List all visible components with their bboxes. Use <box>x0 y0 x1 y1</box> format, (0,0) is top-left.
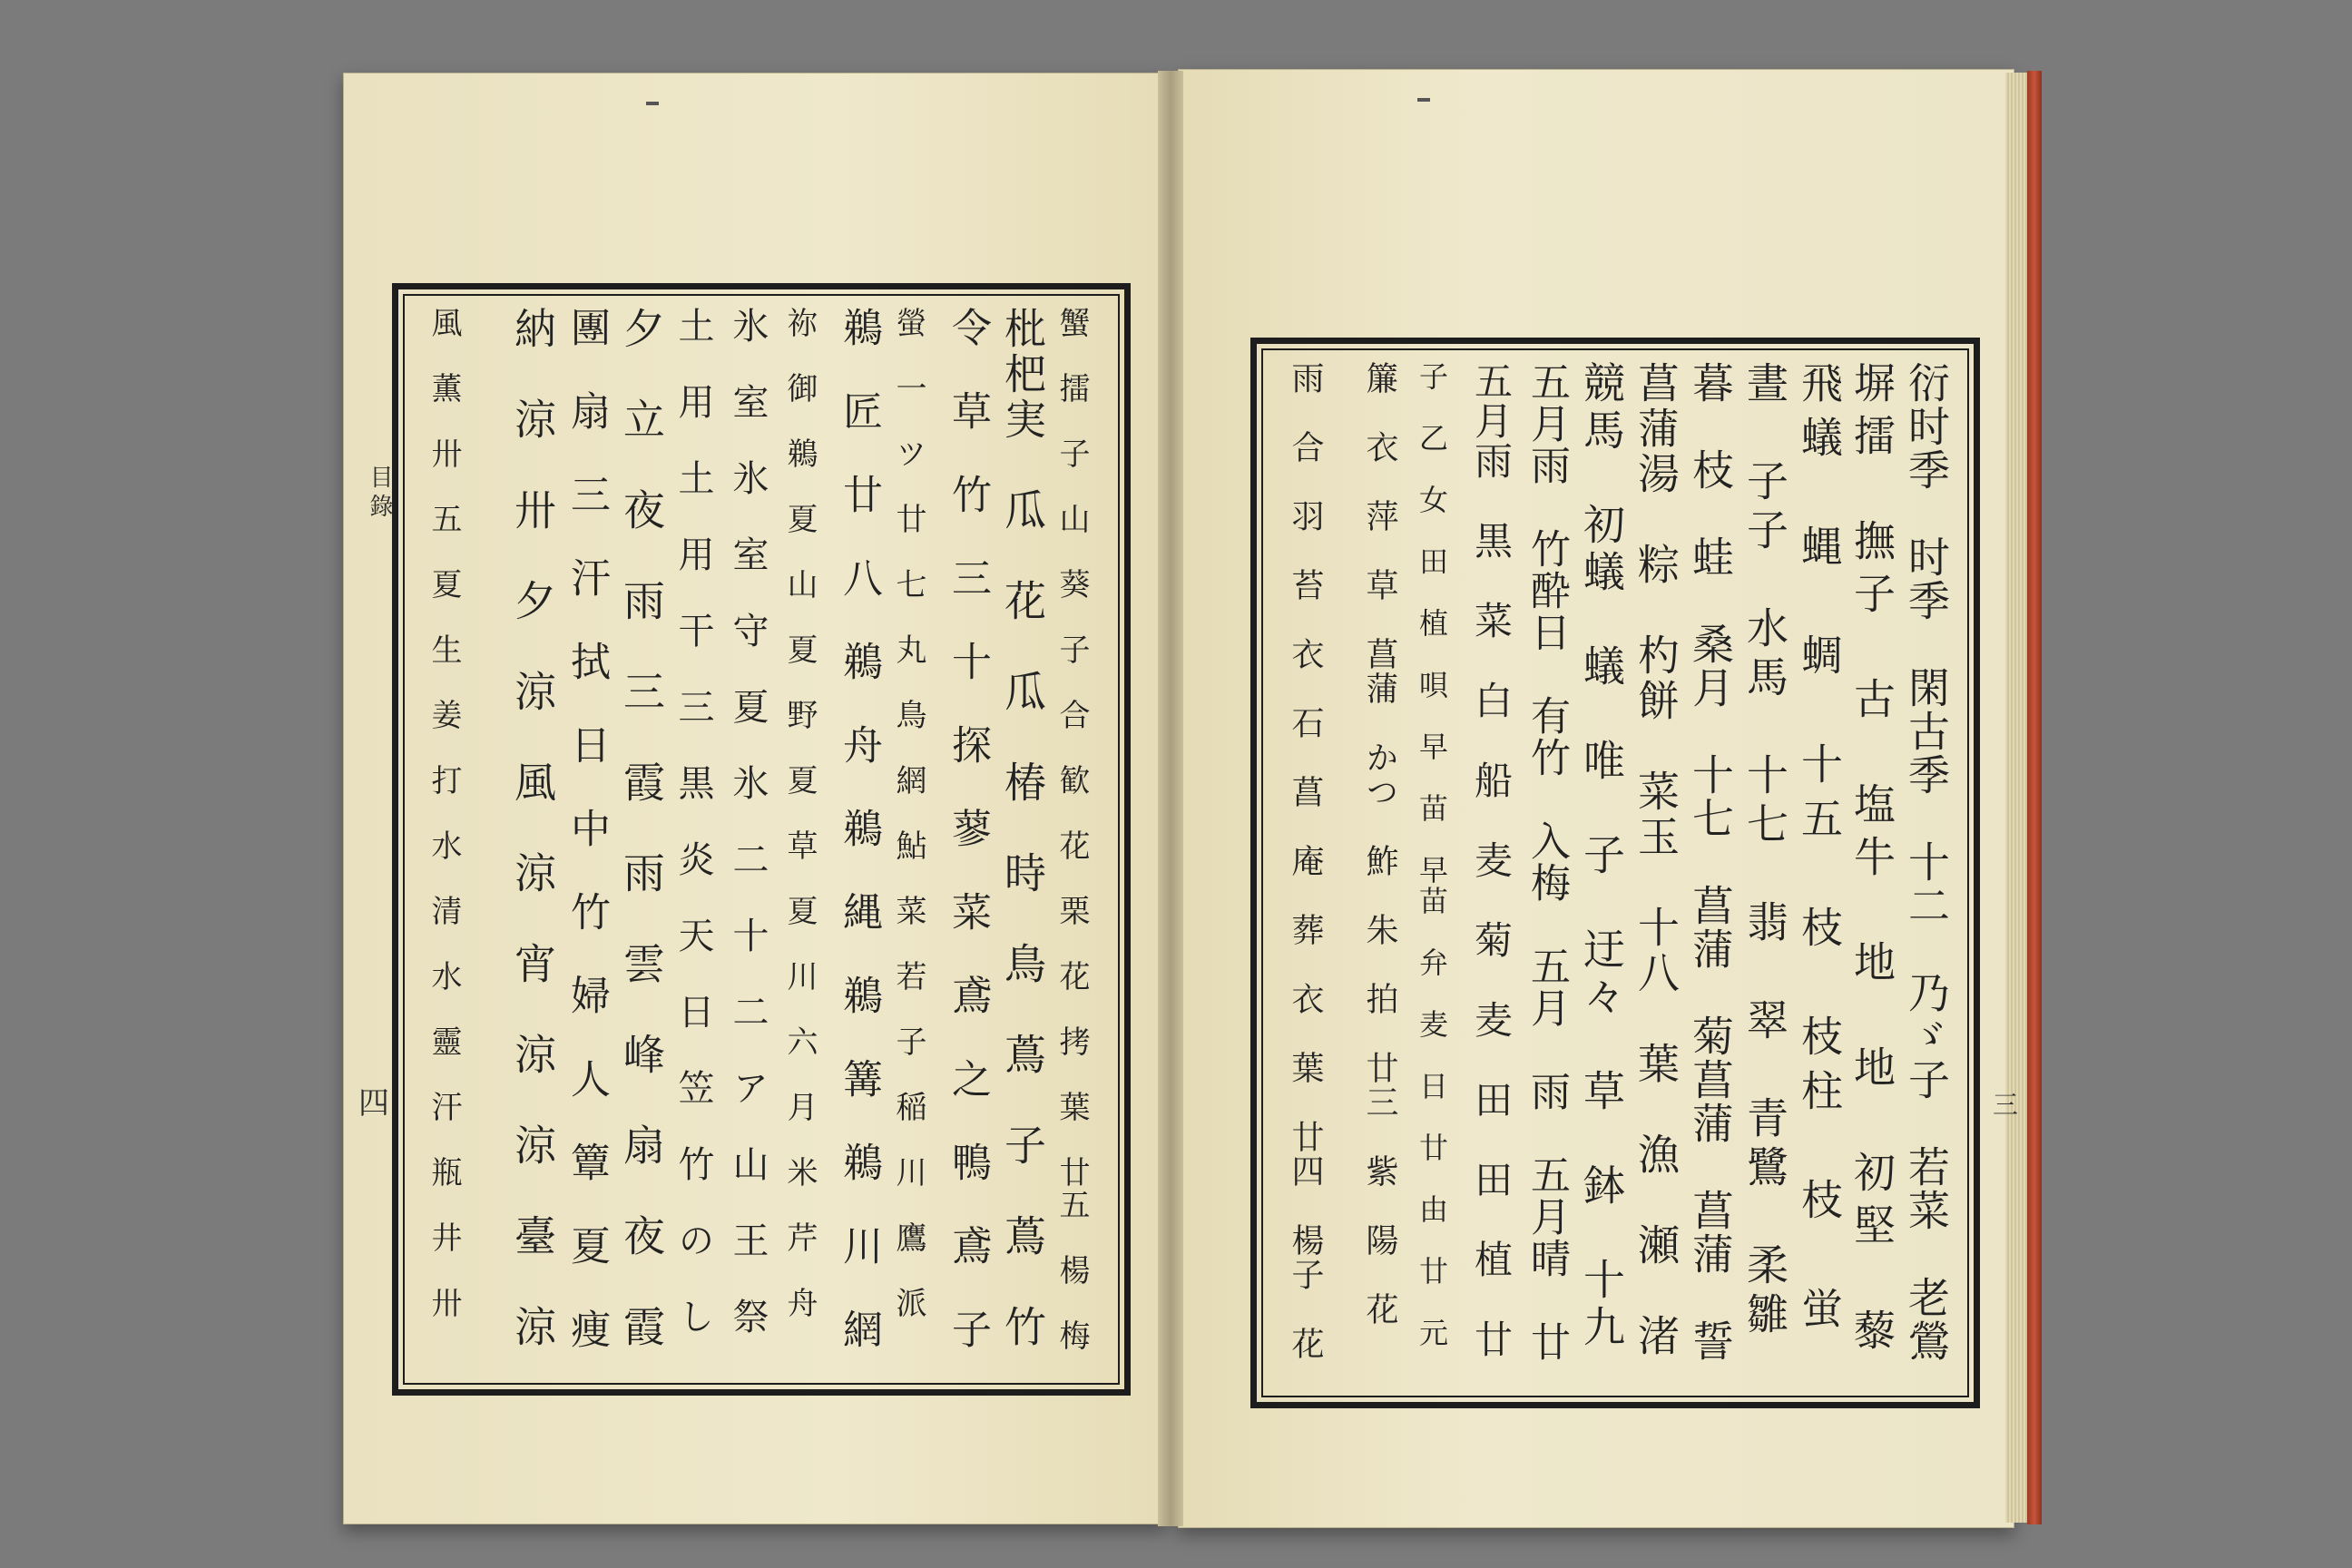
page-number-right: 三 <box>1993 1090 2019 1120</box>
toc-column: 五月雨 黒 菜 白 船 麦 菊 麦 田 田 植 廿 <box>1469 361 1514 1359</box>
book-cover-edge <box>2027 71 2042 1524</box>
toc-column: 夕 立 夜 雨 三 霞 雨 雲 峰 扇 夜 霞 <box>617 307 666 1350</box>
toc-column: 簾 衣 萍 草 菖蒲 かつ 鮓 朱 拍 廿三 紫 陽 花 <box>1361 361 1398 1327</box>
toc-column: 暮 枝 蛙 桑月 十七 菖蒲 菊菖蒲 菖蒲 誓 <box>1686 361 1735 1363</box>
toc-column: 令 草 竹 三 十 探 蓼 菜 鳶 之 鴨 鳶 子 <box>945 307 991 1350</box>
toc-column: 土 用 土 用 干 三 黒 炎 天 日 笠 竹 の し <box>672 307 714 1336</box>
toc-column: 衍时季 时季 閑古季 十二 乃ゞ子 若菜 老鶯 <box>1902 361 1951 1363</box>
toc-column: 螢 一 ツ 廿 七 丸 鳥 網 鮎 菜 若 子 稲 川 鷹 派 <box>890 307 926 1319</box>
toc-column: 晝 子子 水馬 十七 翡 翠 青鷺 柔雛 <box>1740 361 1789 1341</box>
printer-mark <box>646 102 659 105</box>
margin-title: 目錄 <box>366 465 393 523</box>
toc-column: 塀擂 撫子 古 塩牛 地 地 初堅 藜 <box>1847 361 1896 1361</box>
toc-column: 團 扇 三 汗 拭 日 中 竹 婦 人 簟 夏 痩 <box>564 307 610 1350</box>
toc-column: 氷 室 氷 室 守 夏 氷 二 十 二 ア 山 王 祭 <box>727 307 769 1336</box>
toc-column: 五月雨 竹酔日 有竹 入梅 五月 雨 五月晴 廿 <box>1524 361 1570 1363</box>
printer-mark <box>1417 98 1430 102</box>
toc-column: 鵜 匠 廿 八 鵜 舟 鵜 縄 鵜 篝 鵜 川 網 <box>836 307 882 1350</box>
book-gutter <box>1158 71 1183 1526</box>
toc-column: 風 薫 卅 五 夏 生 姜 打 水 清 水 靈 汗 瓶 井 卅 <box>426 307 462 1319</box>
toc-column: 枇杷実 瓜 花 瓜 椿 時 鳥 蔦 子 蔦 竹 <box>998 307 1047 1350</box>
toc-column: 競馬 初蟻 蟻 唯 子 迂々 草 鉢 十九 <box>1577 361 1626 1352</box>
toc-column: 納 涼 卅 夕 涼 風 涼 宵 涼 涼 臺 涼 <box>508 307 557 1350</box>
toc-column: 雨 合 羽 苔 衣 石 菖 庵 葬 衣 葉 廿四 楊子 花 <box>1287 361 1324 1361</box>
toc-column: 祢 御 鵜 夏 山 夏 野 夏 草 夏 川 六 月 米 芹 舟 <box>781 307 818 1319</box>
page-number-left: 四 <box>358 1085 389 1122</box>
toc-column: 菖蒲湯 粽 杓餅 菜玉 十八 葉 漁 瀬 渚 <box>1632 361 1681 1359</box>
toc-column: 子 乙 女 田 植 唄 早 苗 早苗 弁 麦 日 廿 由 廿 元 <box>1415 361 1449 1348</box>
toc-column: 飛蟻 蝿 蜩 十五 枝 枝柱 枝 蛍 <box>1795 361 1844 1341</box>
toc-column: 蟹 擂 子 山 葵 子 合 歓 花 栗 花 拷 葉 廿五 楊 梅 <box>1054 307 1090 1352</box>
